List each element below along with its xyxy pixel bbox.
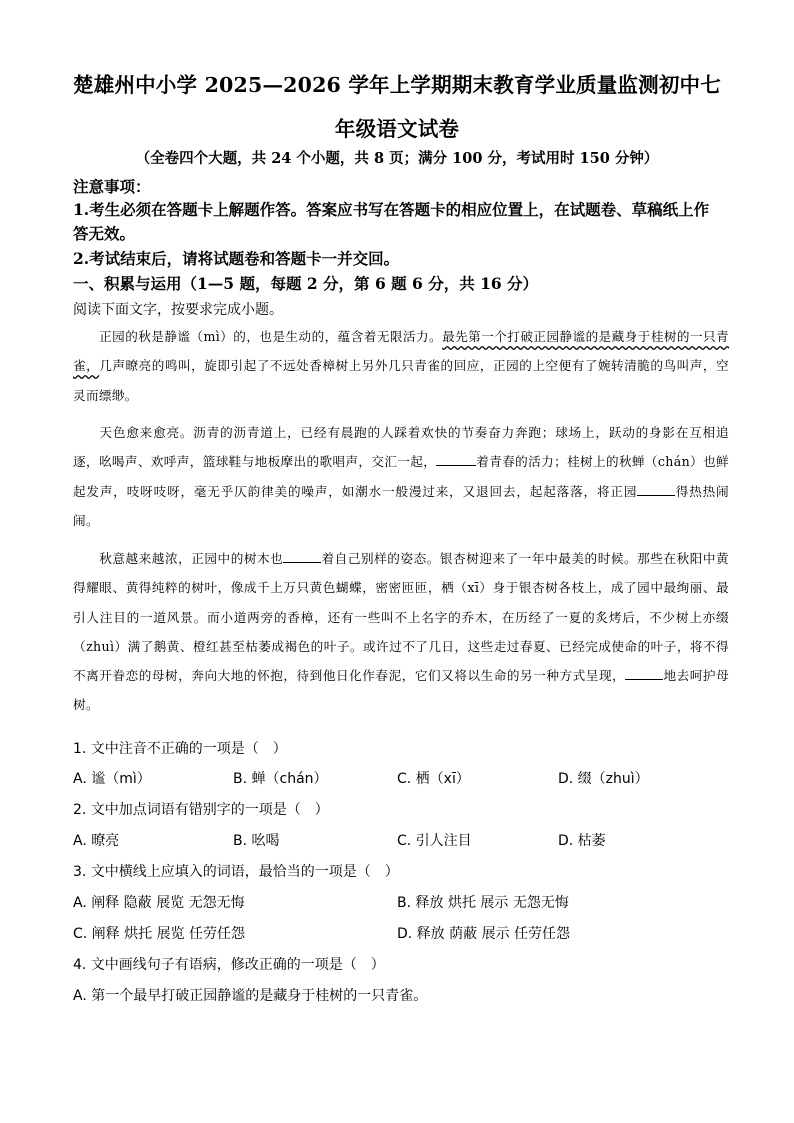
question-1-option-d: D. 缀（zhuì） <box>558 771 649 787</box>
fill-blank-3 <box>283 548 321 563</box>
section1-heading: 一、积累与运用（1—5 题，每题 2 分，第 6 题 6 分，共 16 分） <box>73 274 539 293</box>
passage-paragraph-2 <box>73 418 729 535</box>
passage-p2-part-c: 得热热闹闹。 <box>73 483 730 528</box>
passage-paragraph-1 <box>73 322 729 410</box>
question-4-stem: 4. 文中画线句子有语病，修改正确的一项是（ ） <box>73 957 385 973</box>
passage-p3-part-c: 地去呵护母树。 <box>73 668 730 713</box>
question-3-option-b: B. 释放 烘托 展示 无怨无悔 <box>397 895 569 911</box>
notes-item2: 2.考试结束后，请将试题卷和答题卡一并交回。 <box>73 249 400 268</box>
notes-item1-line1: 1.考生必须在答题卡上解题作答。答案应书写在答题卡的相应位置上，在试题卷、草稿纸上作 <box>73 200 710 219</box>
question-2-option-a: A. 暸亮 <box>73 833 120 849</box>
passage-p2-part-b: 着青春的活力；桂树上的秋蝉（chán）也鲜起发声，吱呀吱呀，毫无乎仄韵律美的噪声，如潮水一般漫过来，又退回去，起起落落，将正园 <box>73 454 729 499</box>
notes-item1-line2: 答无效。 <box>73 224 136 243</box>
question-3-option-d: D. 释放 荫蔽 展示 任劳任怨 <box>397 926 571 942</box>
exam-subtitle: （全卷四个大题，共 24 个小题，共 8 页；满分 100 分，考试用时 150 分钟） <box>135 150 659 167</box>
passage-p1-wavy-sentence: 最先第一个打破正园静谧的是藏身于桂树的一只青雀， <box>73 329 729 374</box>
passage-paragraph-3 <box>73 544 729 720</box>
question-1-option-b: B. 蝉（chán） <box>233 771 328 787</box>
passage-p1-part-b: 几声暸亮的鸣叫，旋即引起了不远处香樟树上另外几只青雀的回应，正园的上空便有了婉转清脆的鸟叫声，空灵而缥缈。 <box>73 358 729 403</box>
question-1-stem: 1. 文中注音不正确的一项是（ ） <box>73 741 287 757</box>
question-2-option-c: C. 引人注目 <box>397 833 472 849</box>
passage-p3-part-b: 着自己别样的姿态。银杏树迎来了一年中最美的时候。那些在秋阳中黄得耀眼、黄得纯粹的树叶，像成千上万只黄色蝴蝶，密密匝匝，栖（xī）身于银杏树各枝上，成了园中最绚丽、最引人注目的一道风景。而小道两旁的香樟，还有一些叫不上名字的乔木，在历经了一夏的炙烤后，不少树上亦缀（zhuì）满了鹅黄、橙红甚至枯萎成褐色的叶子。或许过不了几日，这些走过春夏、已经完成使命的叶子，将不得不离开眷恋的母树，奔向大地的怀抱，待到他日化作春泥，它们又将以生命的另一种方式呈现， <box>73 551 729 684</box>
exam-title-line1: 楚雄州中小学 2025—2026 学年上学期期末教育学业质量监测初中七 <box>73 73 721 97</box>
notes-heading: 注意事项： <box>73 177 151 196</box>
question-2-option-d: D. 枯萎 <box>558 833 606 849</box>
passage-p1-part-a: 正园的秋是静谧（mì）的，也是生动的，蕴含着无限活力。 <box>99 329 443 344</box>
question-1-option-a: A. 谧（mì） <box>73 771 151 787</box>
section1-instruction: 阅读下面文字，按要求完成小题。 <box>73 302 283 318</box>
question-1-option-c: C. 栖（xī） <box>397 771 470 787</box>
question-2-option-b: B. 吆喝 <box>233 833 280 849</box>
fill-blank-4 <box>625 665 663 680</box>
passage-p3-part-a: 秋意越来越浓，正园中的树木也 <box>99 551 284 566</box>
fill-blank-2 <box>637 481 675 496</box>
question-3-option-a: A. 阐释 隐蔽 展览 无怨无悔 <box>73 895 245 911</box>
question-3-stem: 3. 文中横线上应填入的词语，最恰当的一项是（ ） <box>73 864 399 880</box>
question-3-option-c: C. 阐释 烘托 展览 任劳任怨 <box>73 926 246 942</box>
passage-p2-part-a: 天色愈来愈亮。沥青的沥青道上，已经有晨跑的人踩着欢快的节奏奋力奔跑；球场上，跃动的身影在互相追逐，吆喝声、欢呼声，篮球鞋与地板摩出的歌唱声，交汇一起， <box>73 425 729 470</box>
fill-blank-1 <box>436 451 476 466</box>
exam-title-line2: 年级语文试卷 <box>334 117 460 141</box>
question-4-option-a: A. 第一个最早打破正园静谧的是藏身于桂树的一只青雀。 <box>73 988 428 1004</box>
question-2-stem: 2. 文中加点词语有错别字的一项是（ ） <box>73 802 329 818</box>
